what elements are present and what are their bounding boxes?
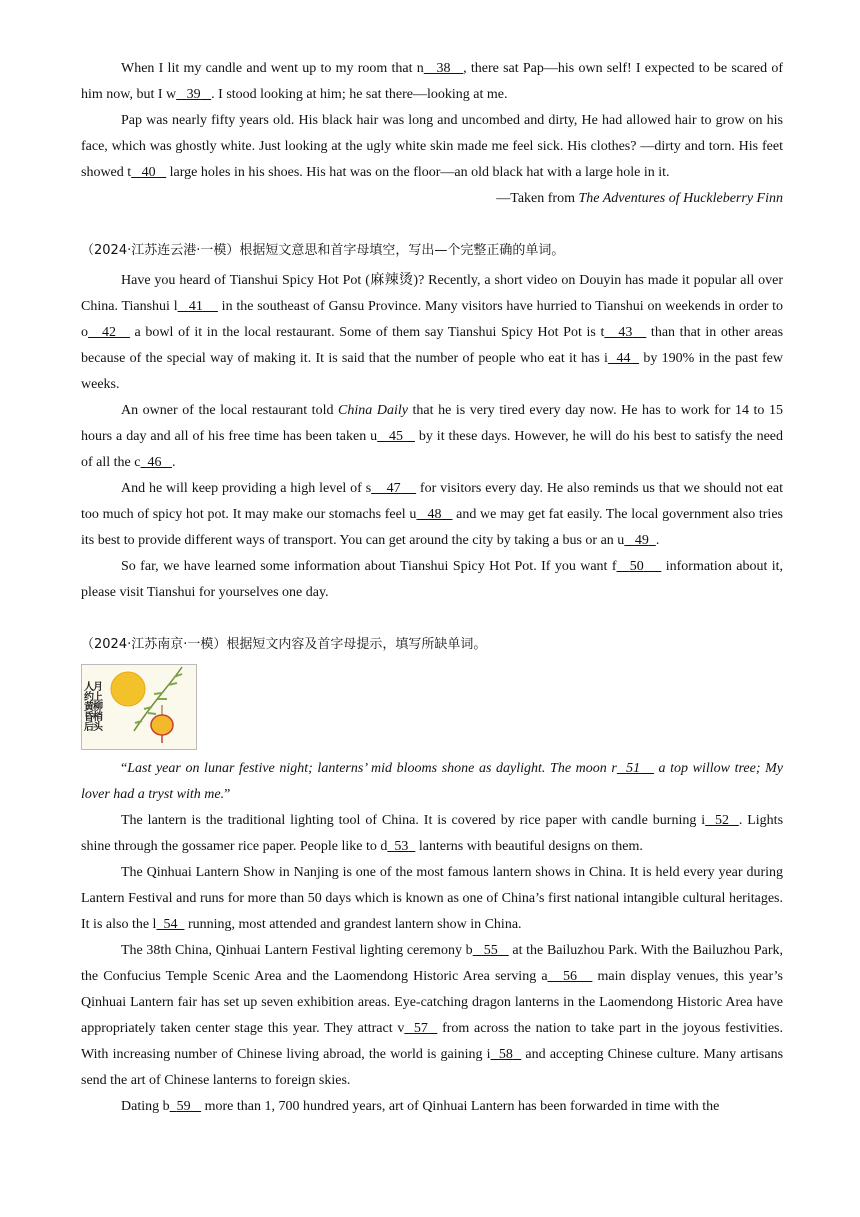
blank-54[interactable]: 54 bbox=[163, 917, 178, 932]
section-header: （2024·江苏南京·一模）根据短文内容及首字母提示，填写所缺单词。 bbox=[81, 637, 487, 652]
document-content bbox=[81, 56, 783, 1120]
paragraph: An owner of the local restaurant told China Daily that he is very tired every day now. He has to work for 14 to 15 hours a day and all of his free time has been taken u 45 by it these days. However, he will do his best to satisfy the need of all the c 46 . bbox=[81, 403, 784, 470]
paragraph: The lantern is the traditional lighting tool of China. It is covered by rice paper with candle burning i 52 . Lights shine through the gossamer rice paper. People like to d 53 lanterns with beautiful designs on them. bbox=[81, 813, 784, 854]
section-header: （2024·江苏连云港·一模）根据短文意思和首字母填空，写出—个完整正确的单词。 bbox=[81, 243, 565, 258]
blank-52[interactable]: 52 bbox=[714, 813, 729, 828]
paragraph bbox=[81, 56, 783, 108]
blank-59[interactable]: 59 bbox=[176, 1099, 191, 1114]
paragraph: Have you heard of Tianshui Spicy Hot Pot (麻辣烫)? Recently, a short video on Douyin has made it popular all over China. Tianshui l 41 in the southeast of Gansu Province. Many visitors have hurried to Tianshui on weekends in order to o 42 a bowl of it in the local restaurant. Some of them say Tianshui Spicy Hot Pot is t 43 than that in other areas because of the special way of making it. It is said that the number of people who eat it has i 44 by 190% in the past few weeks. bbox=[81, 273, 784, 392]
poem-line-2: 人约黄昏后 bbox=[82, 681, 93, 731]
blank-51[interactable]: 51 bbox=[626, 761, 641, 776]
paragraph: So far, we have learned some information about Tianshui Spicy Hot Pot. If you want f 50 information about it, please visit Tianshui for yourselves one day. bbox=[81, 559, 784, 600]
poem-line-1: 月上柳梢头 bbox=[90, 681, 102, 731]
text: , there sat Pap—his own self! I expected to be scared of him now, but I w bbox=[81, 61, 784, 102]
paragraph: And he will keep providing a high level of s 47 for visitors every day. He also reminds us that we should not eat too much of spicy hot pot. It may make our stomachs feel u 48 and we may get fat easily. The local government also tries its best to provide different ways of transport. You can get around the city by taking a bus or an u 49 . bbox=[81, 481, 783, 548]
blank-56[interactable]: 56 bbox=[562, 969, 577, 984]
blank-55[interactable]: 55 bbox=[483, 943, 498, 958]
blank-47[interactable]: 47 bbox=[386, 481, 401, 496]
blank-45[interactable]: 45 bbox=[389, 429, 404, 444]
blank-50[interactable]: 50 bbox=[629, 559, 644, 574]
blank-44[interactable]: 44 bbox=[616, 351, 631, 366]
blank-57[interactable]: 57 bbox=[413, 1021, 428, 1036]
blank-48[interactable]: 48 bbox=[427, 507, 442, 522]
blank-53[interactable]: 53 bbox=[394, 839, 409, 854]
source-citation: —Taken from The Adventures of Huckleberry Finn bbox=[496, 191, 783, 206]
text: When I lit my candle and went up to my room that n bbox=[121, 61, 424, 76]
blank-58[interactable]: 58 bbox=[498, 1047, 513, 1062]
poem-quote: “Last year on lunar festive night; lanterns’ mid blooms shone as daylight. The moon r 51 a top willow tree; My lover had a tryst with me.” bbox=[81, 761, 784, 802]
blank-41[interactable]: 41 bbox=[188, 299, 203, 314]
paragraph bbox=[81, 108, 783, 186]
lantern-icon bbox=[151, 715, 173, 735]
blank-39[interactable]: 39 bbox=[186, 87, 201, 102]
lantern-illustration bbox=[82, 665, 196, 749]
blank-38[interactable]: 38 bbox=[436, 61, 451, 76]
blank-43[interactable]: 43 bbox=[618, 325, 633, 340]
text: Pap was nearly fifty years old. His black hair was long and uncombed and dirty, He had allowed hair to grow on his face, which was ghostly white. Just looking at the ugly white skin made me feel sick. His clothes? —dirty and torn. His feet showed t bbox=[81, 113, 783, 180]
lantern-poem-image bbox=[81, 664, 197, 750]
paragraph: Dating b 59 more than 1, 700 hundred years, art of Qinhuai Lantern has been forwarded in time with the bbox=[121, 1099, 720, 1114]
text: large holes in his shoes. His hat was on the floor—an old black hat with a large hole in it. bbox=[166, 165, 670, 180]
text: . I stood looking at him; he sat there—looking at me. bbox=[211, 87, 508, 102]
newspaper-name: China Daily bbox=[338, 403, 408, 418]
book-title: The Adventures of Huckleberry Finn bbox=[578, 191, 783, 206]
paragraph: The Qinhuai Lantern Show in Nanjing is one of the most famous lantern shows in China. It is held every year during Lantern Festival and runs for more than 50 days which is known as one of China’s first national intangible cultural heritages. It is also the l 54 running, most attended and grandest lantern show in China. bbox=[81, 865, 783, 932]
blank-42[interactable]: 42 bbox=[101, 325, 116, 340]
blank-49[interactable]: 49 bbox=[634, 533, 649, 548]
blank-40[interactable]: 40 bbox=[141, 165, 156, 180]
blank-46[interactable]: 46 bbox=[147, 455, 162, 470]
paragraph: The 38th China, Qinhuai Lantern Festival lighting ceremony b 55 at the Bailuzhou Park. With the Bailuzhou Park, the Confucius Temple Scenic Area and the Laomendong Historic Area serving a 56 main display venues, this year’s Qinhuai Lantern fair has set up seven exhibition areas. Eye-catching dragon lanterns in the Laomendong Historic Area have appropriately taken center stage this year. They attract v 57 from across the nation to take part in the joyous festivities. With increasing number of Chinese living abroad, the world is gaining i 58 and accepting Chinese culture. Many artisans send the art of Chinese lanterns to foreign skies. bbox=[81, 943, 784, 1088]
